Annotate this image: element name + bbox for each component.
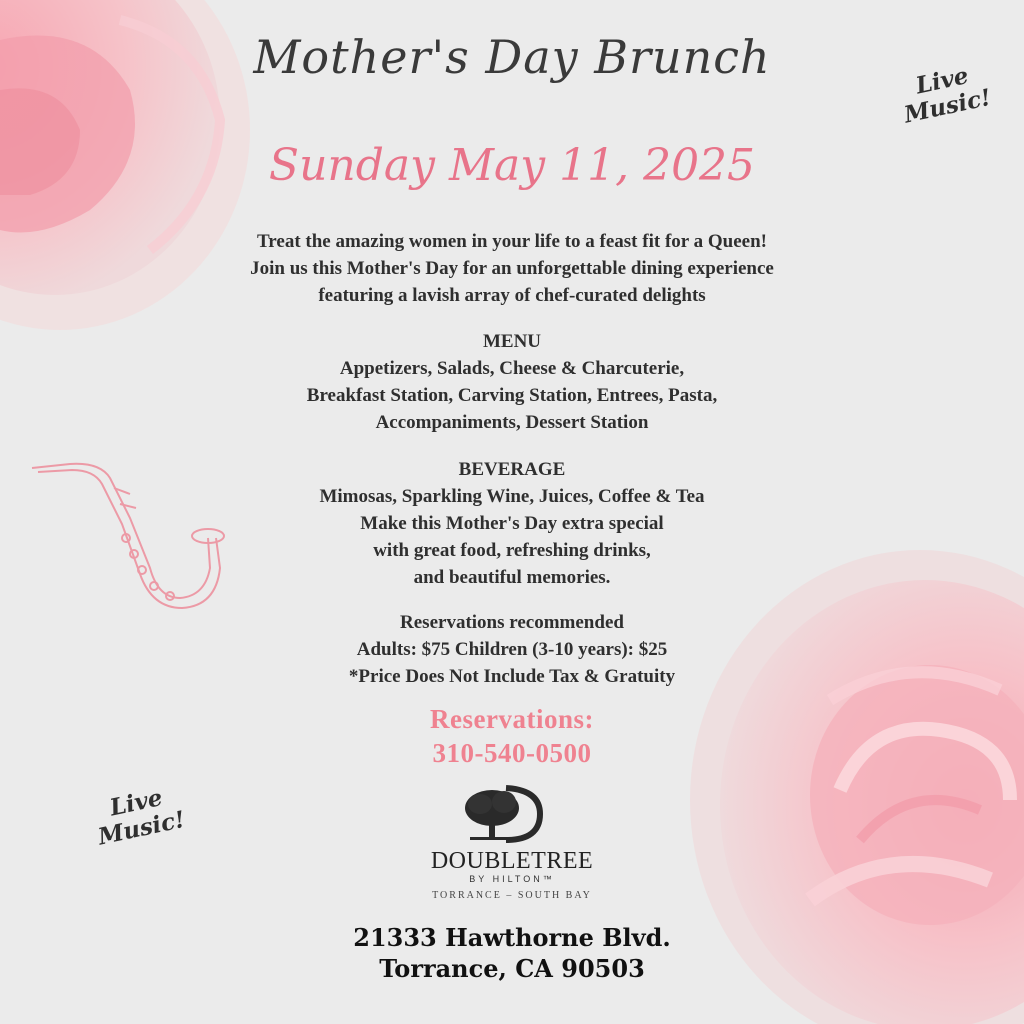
reservations-contact bbox=[0, 702, 1024, 770]
menu-line: Appetizers, Salads, Cheese & Charcuterie, bbox=[339, 358, 685, 379]
beverage-line: and beautiful memories. bbox=[413, 567, 611, 588]
menu-line: Breakfast Station, Carving Station, Entrees, Pasta, bbox=[306, 385, 718, 406]
intro-line: Treat the amazing women in your life to a feast fit for a Queen! bbox=[257, 231, 767, 252]
brand-name: DOUBLETREE bbox=[430, 848, 594, 874]
address-line-1: 21333 Hawthorne Blvd. bbox=[353, 923, 671, 952]
beverage-heading: BEVERAGE bbox=[458, 459, 566, 480]
brand-location: TORRANCE – SOUTH BAY bbox=[432, 890, 592, 901]
pricing-section bbox=[0, 609, 1024, 690]
intro-line: featuring a lavish array of chef-curated delights bbox=[318, 285, 706, 306]
intro-line: Join us this Mother's Day for an unforgettable dining experience bbox=[250, 258, 774, 279]
page-title: Mother's Day Brunch bbox=[253, 30, 771, 84]
menu-section bbox=[0, 328, 1024, 436]
reservations-recommended: Reservations recommended bbox=[400, 612, 624, 633]
address-line-2: Torrance, CA 90503 bbox=[379, 954, 645, 983]
intro-text bbox=[0, 228, 1024, 309]
beverage-line: with great food, refreshing drinks, bbox=[373, 540, 651, 561]
price-disclaimer: *Price Does Not Include Tax & Gratuity bbox=[348, 666, 676, 687]
beverage-section bbox=[0, 456, 1024, 591]
reservations-label: Reservations: bbox=[430, 704, 594, 734]
event-date: Sunday May 11, 2025 bbox=[268, 140, 756, 191]
menu-line: Accompaniments, Dessert Station bbox=[375, 412, 649, 433]
beverage-line: Mimosas, Sparkling Wine, Juices, Coffee & Tea bbox=[319, 486, 705, 507]
beverage-line: Make this Mother's Day extra special bbox=[360, 513, 664, 534]
tree-logo-icon bbox=[462, 784, 544, 844]
reservations-phone[interactable]: 310-540-0500 bbox=[432, 738, 592, 768]
menu-heading: MENU bbox=[482, 331, 542, 352]
pricing-line: Adults: $75 Children (3-10 years): $25 bbox=[356, 639, 668, 660]
brand-subtitle: BY HILTON™ bbox=[469, 874, 555, 884]
live-music-badge-top: Live Music! bbox=[901, 62, 994, 129]
address bbox=[0, 922, 1024, 984]
live-music-badge-bottom: Live Music! bbox=[95, 784, 188, 851]
